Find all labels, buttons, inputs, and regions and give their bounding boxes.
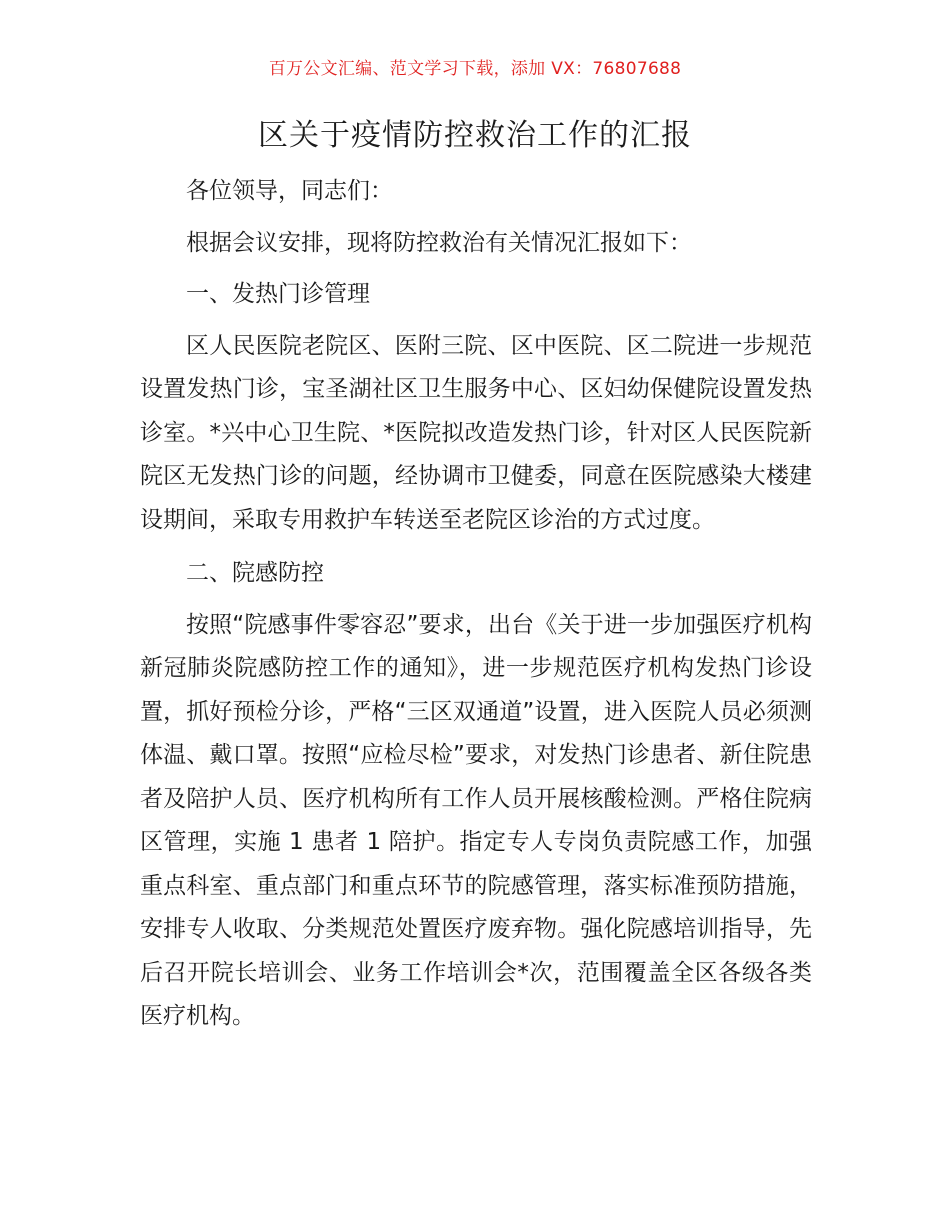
document-title: 区关于疫情防控救治工作的汇报 <box>258 118 692 153</box>
section2-heading: 二、院感防控 <box>186 560 324 586</box>
document-body <box>140 170 812 1039</box>
watermark-banner: 百万公文汇编、范文学习下载，添加 VX：76807688 <box>268 59 682 79</box>
greeting-paragraph: 各位领导，同志们： <box>186 178 393 204</box>
section1-paragraph: 区人民医院老院区、医附三院、区中医院、区二院进一步规范设置发热门诊，宝圣湖社区卫生服务中心、区妇幼保健院设置发热诊室。*兴中心卫生院、*医院拟改造发热门诊，针对区人民医院新院区无发热门诊的问题，经协调市卫健委，同意在医院感染大楼建设期间，采取专用救护车转送至老院区诊治的方式过度。 <box>140 332 812 533</box>
section2-paragraph: 按照“院感事件零容忍”要求，出台《关于进一步加强医疗机构新冠肺炎院感防控工作的通知》，进一步规范医疗机构发热门诊设置，抓好预检分诊，严格“三区双通道”设置，进入医院人员必须测体温、戴口罩。按照“应检尽检”要求，对发热门诊患者、新住院患者及陪护人员、医疗机构所有工作人员开展核酸检测。严格住院病区管理，实施 1 患者 1 陪护。指定专人专岗负责院感工作，加强重点科室、重点部门和重点环节的院感管理，落实标准预防措施，安排专人收取、分类规范处置医疗废弃物。强化院感培训指导，先后召开院长培训会、业务工作培训会*次，范围覆盖全区各级各类医疗机构。 <box>140 611 812 1029</box>
section1-heading: 一、发热门诊管理 <box>186 281 370 307</box>
intro-paragraph: 根据会议安排，现将防控救治有关情况汇报如下： <box>186 229 692 256</box>
